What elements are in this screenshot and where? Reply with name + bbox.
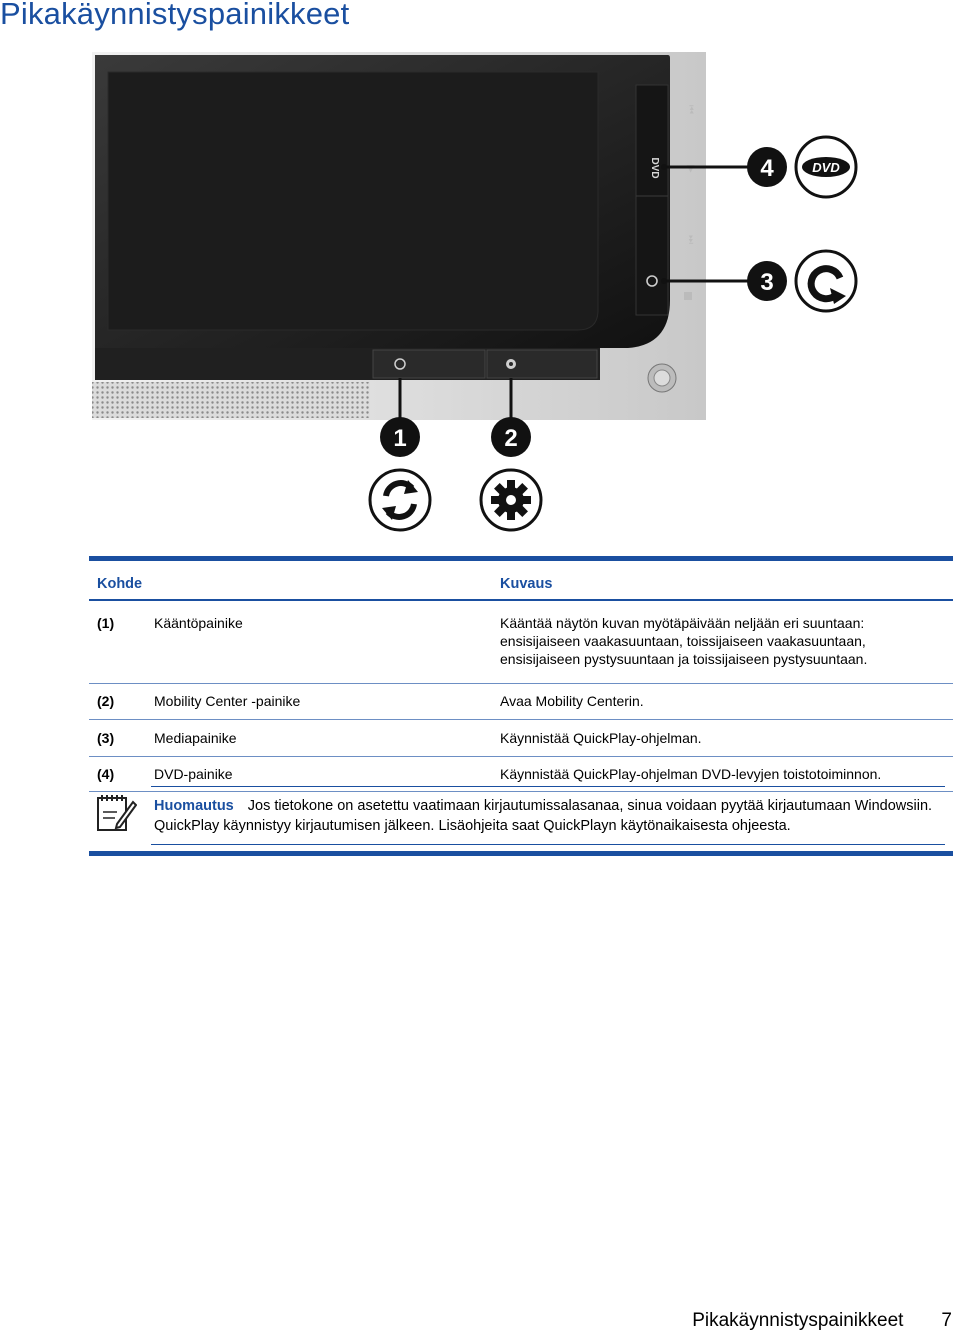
callout-2-label: 2 — [504, 425, 518, 452]
row-description-line: Kääntää näytön kuvan myötäpäivään neljään eri suuntaan: — [500, 615, 865, 631]
dvd-icon — [796, 137, 856, 197]
header-item: Kohde — [97, 576, 143, 592]
note-text — [154, 796, 944, 836]
callout-1-label: 1 — [393, 425, 407, 452]
table-row — [89, 601, 953, 683]
button-table — [89, 556, 953, 792]
row-description-line: Käynnistää QuickPlay-ohjelman. — [500, 730, 702, 746]
page-number: 7 — [941, 1310, 952, 1331]
svg-text:DVD: DVD — [649, 157, 660, 179]
page-footer — [692, 1310, 952, 1332]
row-description-line: ensisijaiseen vaakasuuntaan, toissijaiseen vaakasuuntaan, — [500, 633, 866, 649]
svg-text:⏭: ⏭ — [685, 235, 696, 244]
row-number: (4) — [97, 766, 115, 782]
note-body: Jos tietokone on asetettu vaatimaan kirjautumissalasanaa, sinua voidaan pyytää kirjautumaan Windowsiin. QuickPlay käynnistyy kirjautumisen jälkeen. Lisäohjeita saat QuickPlayn käytönaikaisesta ohjeesta. — [154, 798, 933, 834]
note-label: Huomautus — [154, 798, 234, 814]
rotate-icon — [370, 470, 430, 530]
row-description-line: Käynnistää QuickPlay-ohjelman DVD-levyjen toistotoiminnon. — [500, 766, 882, 782]
callout-1 — [380, 417, 420, 457]
note-bottom-bar — [89, 851, 953, 856]
note-top-rule — [151, 786, 945, 787]
callout-2 — [491, 417, 531, 457]
table-row — [89, 720, 953, 756]
laptop-figure — [0, 40, 960, 540]
row-item: DVD-painike — [154, 766, 233, 782]
row-description-line: Avaa Mobility Centerin. — [500, 693, 644, 709]
callout-4 — [747, 147, 787, 187]
svg-text:⏮: ⏮ — [685, 105, 696, 114]
row-description — [500, 729, 950, 747]
row-description — [500, 614, 950, 668]
gear-icon — [481, 470, 541, 530]
row-description — [500, 692, 950, 710]
note-bottom-rule — [151, 844, 945, 845]
row-item: Mobility Center -painike — [154, 693, 301, 709]
page-title: Pikakäynnistyspainikkeet — [0, 0, 350, 31]
svg-text:▶: ▶ — [685, 165, 696, 173]
row-number: (3) — [97, 730, 115, 746]
row-number: (1) — [97, 615, 115, 631]
footer-section: Pikakäynnistyspainikkeet — [692, 1310, 904, 1331]
row-description — [500, 765, 950, 783]
row-number: (2) — [97, 693, 115, 709]
table-header — [89, 561, 953, 599]
callout-3 — [747, 261, 787, 301]
callout-4-label: 4 — [760, 155, 774, 182]
row-item: Kääntöpainike — [154, 615, 243, 631]
header-desc: Kuvaus — [500, 576, 553, 592]
quickplay-icon — [796, 251, 856, 311]
dvd-logo-text: DVD — [812, 160, 840, 175]
row-description-line: ensisijaiseen pystysuuntaan ja toissijaiseen pystysuuntaan. — [500, 651, 868, 667]
note-pencil-icon — [95, 792, 137, 834]
table-row — [89, 684, 953, 719]
row-item: Mediapainike — [154, 730, 237, 746]
callout-3-label: 3 — [760, 269, 774, 296]
note-box — [89, 786, 953, 858]
